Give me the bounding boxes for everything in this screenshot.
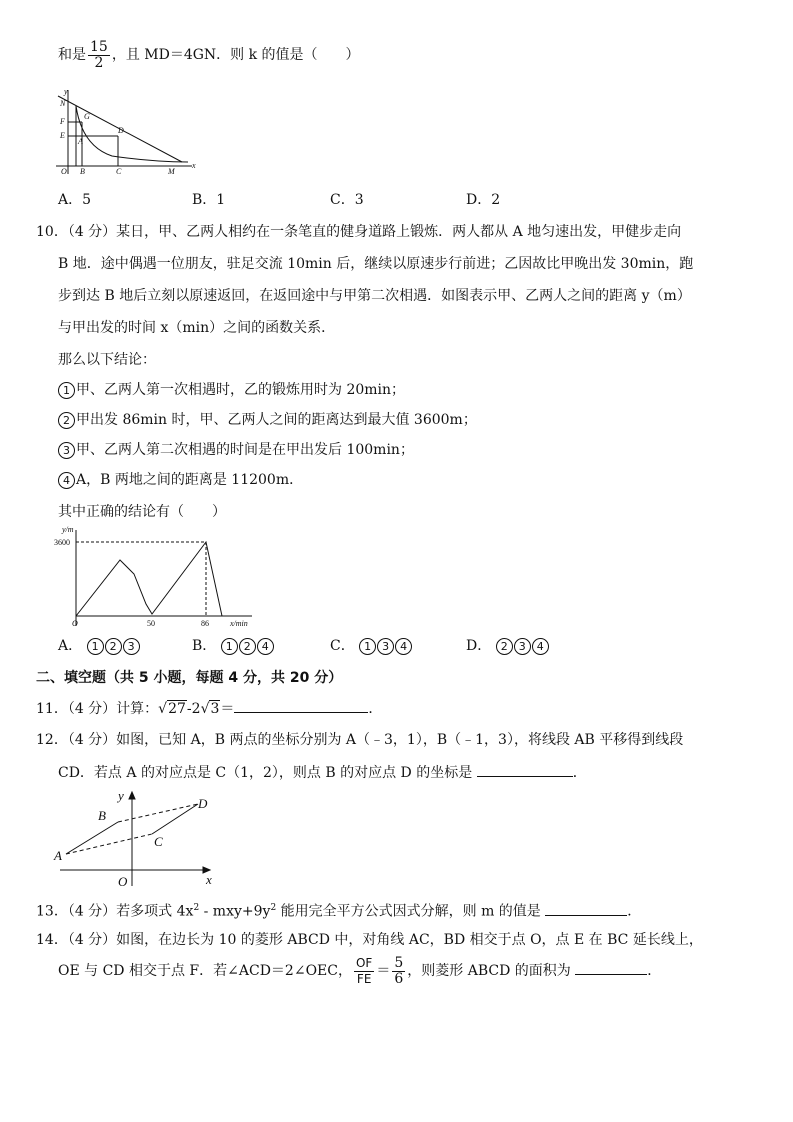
q10-option-b[interactable]: B． 1 2 4 bbox=[192, 636, 275, 656]
q10-xlabel: x/min bbox=[230, 619, 248, 628]
q9-label-a: A bbox=[78, 137, 83, 146]
q12-figure bbox=[50, 786, 230, 890]
q10-option-d[interactable]: D． 2 3 4 bbox=[466, 636, 550, 656]
section-2-title: 二、填空题（共 5 小题，每题 4 分，共 20 分） bbox=[36, 670, 343, 686]
q12-label-y: y bbox=[118, 788, 124, 803]
q9-label-x: x bbox=[192, 161, 196, 170]
q10-option-c[interactable]: C． 1 3 4 bbox=[330, 636, 413, 656]
q9-label-g: G bbox=[84, 112, 90, 121]
q12-line-1: 12．（4 分）如图，已知 A，B 两点的坐标分别为 A（﹣3，1），B（﹣1，3），将线段 AB 平移得到线段 bbox=[36, 732, 684, 748]
q9-label-n: N bbox=[60, 99, 66, 108]
q9-option-b[interactable]: B．1 bbox=[192, 192, 226, 208]
q9-figure bbox=[52, 86, 202, 178]
q11-answer-blank[interactable] bbox=[234, 698, 368, 713]
q9-option-c[interactable]: C．3 bbox=[330, 192, 364, 208]
q9-fraction: $\frac{15}{2}$ bbox=[90, 38, 108, 71]
q11-stem: 11．（4 分）计算：√27-2√3＝ ． bbox=[36, 698, 382, 719]
q9-label-f: F bbox=[60, 117, 65, 126]
q14-line-2: OE 与 CD 相交于点 F．若∠ACD＝2∠OEC， $\frac{OF}{FE}$ ＝ $\frac{5}{6}$ ，则菱形 ABCD 的面积为 ． bbox=[58, 954, 662, 987]
q10-line-3: 步到达 B 地后立刻以原速返回，在返回途中与甲第二次相遇．如图表示甲、乙两人之间的距离 y（m） bbox=[58, 288, 691, 304]
q9-condition-text: ，且 MD＝4GN．则 k 的值是（ ） bbox=[111, 47, 360, 63]
q14-answer-blank[interactable] bbox=[575, 960, 647, 975]
q10-statement-3: 3 甲、乙两人第二次相遇的时间是在甲出发后 100min； bbox=[58, 440, 414, 460]
q9-option-d[interactable]: D．2 bbox=[466, 192, 501, 208]
q9-label-e: E bbox=[60, 131, 65, 140]
q9-label-b: B bbox=[80, 167, 85, 176]
q10-tick-3600: 3600 bbox=[54, 538, 70, 547]
q10-tick-86: 86 bbox=[201, 619, 209, 628]
q13-stem: 13．（4 分）若多项式 $4x^2 - mxy+9y^2$ 能用完全平方公式因式分解，则 m 的值是 ． bbox=[36, 898, 641, 922]
q12-line-2: CD．若点 A 的对应点是 C（1，2），则点 B 的对应点 D 的坐标是 ． bbox=[58, 762, 587, 783]
q14-line-1: 14．（4 分）如图，在边长为 10 的菱形 ABCD 中，对角线 AC，BD 相交于点 O，点 E 在 BC 延长线上， bbox=[36, 932, 703, 948]
q9-label-d: D bbox=[118, 126, 124, 135]
q12-answer-blank[interactable] bbox=[477, 762, 573, 777]
q10-question: 其中正确的结论有（ ） bbox=[58, 504, 226, 520]
q10-statement-1: 1 甲、乙两人第一次相遇时，乙的锻炼用时为 20min； bbox=[58, 380, 405, 400]
q9-label-c: C bbox=[116, 167, 122, 176]
q10-option-a[interactable]: A． 1 2 3 bbox=[58, 636, 141, 656]
q9-label-y: y bbox=[64, 87, 68, 96]
sqrt-3: √3 bbox=[200, 701, 220, 717]
q12-label-a: A bbox=[54, 848, 62, 863]
q12-label-d: D bbox=[198, 796, 208, 811]
q10-line-2: B 地．途中偶遇一位朋友，驻足交流 10min 后，继续以原速步行前进；乙因故比甲晚出发 30min，跑 bbox=[58, 256, 694, 272]
q9-option-a[interactable]: A．5 bbox=[58, 192, 92, 208]
q14-fraction-of-fe: $\frac{OF}{FE}$ bbox=[355, 955, 373, 986]
q10-graph bbox=[52, 526, 262, 630]
q13-answer-blank[interactable] bbox=[545, 901, 627, 916]
q10-line-4: 与甲出发的时间 x（min）之间的函数关系． bbox=[58, 320, 336, 336]
q14-fraction-5-6: $\frac{5}{6}$ bbox=[394, 954, 404, 987]
q9-label-o: O bbox=[61, 167, 67, 176]
sqrt-27: √27 bbox=[158, 701, 186, 717]
q9-stem bbox=[58, 38, 360, 72]
q12-label-o: O bbox=[118, 874, 128, 889]
q10-statement-2: 2 甲出发 86min 时，甲、乙两人之间的距离达到最大值 3600m； bbox=[58, 410, 477, 430]
q12-label-x: x bbox=[206, 872, 212, 887]
q10-tick-50: 50 bbox=[147, 619, 155, 628]
q9-lead-text: 和是 bbox=[58, 47, 86, 63]
q9-label-m: M bbox=[168, 167, 175, 176]
q10-origin: O bbox=[72, 619, 78, 628]
q12-label-b: B bbox=[98, 808, 106, 823]
q10-ylabel: y/m bbox=[62, 526, 74, 534]
q12-label-c: C bbox=[154, 834, 163, 849]
q10-line-1: 10．（4 分）某日，甲、乙两人相约在一条笔直的健身道路上锻炼．两人都从 A 地匀速出发，甲健步走向 bbox=[36, 224, 682, 240]
q10-statement-4: 4 A，B 两地之间的距离是 11200m． bbox=[58, 470, 303, 490]
q10-intro: 那么以下结论： bbox=[58, 352, 156, 368]
